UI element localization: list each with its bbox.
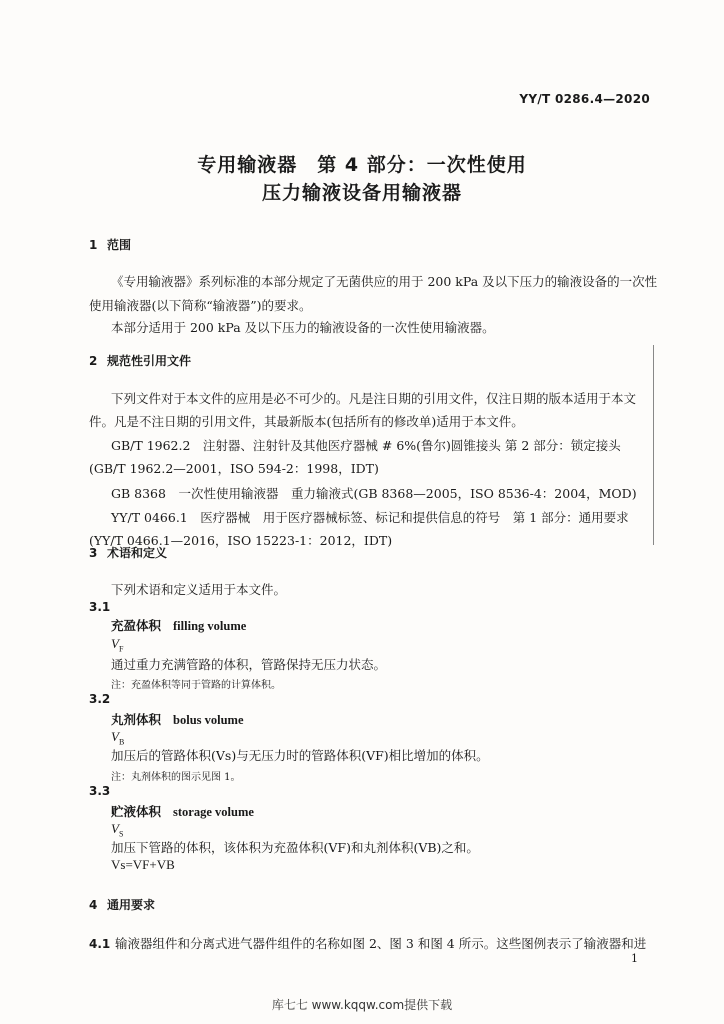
reference-gb-t-1962-2-line1: GB/T 1962.2 注射器、注射针及其他医疗器械 # 6%(鲁尔)圆锥接头 第 2 部分：锁定接头 [111,438,621,453]
term-3-3-symbol: $V_S$ [111,821,124,839]
section-3-intro: 下列术语和定义适用于本文件。 [111,582,287,597]
section-1-para1-line2: 使用输液器(以下简称“输液器”)的要求。 [89,298,312,313]
page-number: 1 [631,952,638,965]
scan-artifact-line [653,345,654,545]
document-title-line1: 专用输液器 第 4 部分：一次性使用 [197,154,527,176]
standard-code: YY/T 0286.4—2020 [519,92,650,106]
reference-gb-8368: GB 8368 一次性使用输液器 重力输液式(GB 8368—2005，ISO 8536-4：2004，MOD) [111,486,637,501]
term-3-3-number: 3.3 [89,784,111,798]
section-1-para1-line1: 《专用输液器》系列标准的本部分规定了无菌供应的用于 200 kPa 及以下压力的输液设备的一次性 [111,274,658,289]
term-3-3-definition: 加压下管路的体积，该体积为充盈体积(VF)和丸剂体积(VB)之和。 [111,840,479,855]
term-3-2-symbol: $V_B$ [111,729,125,747]
term-3-1: 充盈体积 filling volume [111,618,247,633]
section-1-heading: 1 范围 [89,238,132,252]
term-3-3-formula: Vs=VF+VB [111,857,175,872]
download-footer-watermark: 库七七 www.kqqw.com提供下载 [271,998,453,1012]
document-title-line2: 压力输液设备用输液器 [261,182,462,204]
section-3-heading: 3 术语和定义 [89,546,168,560]
section-2-para1-line2: 件。凡是不注日期的引用文件，其最新版本(包括所有的修改单)适用于本文件。 [89,414,524,429]
reference-yy-t-0466-1-line1: YY/T 0466.1 医疗器械 用于医疗器械标签、标记和提供信息的符号 第 1 部分：通用要求 [111,510,629,525]
term-3-1-note: 注：充盈体积等同于管路的计算体积。 [111,680,281,691]
term-3-2: 丸剂体积 bolus volume [111,712,244,727]
term-3-2-definition: 加压后的管路体积(Vs)与无压力时的管路体积(VF)相比增加的体积。 [111,748,489,763]
term-3-3: 贮液体积 storage volume [111,804,254,819]
reference-yy-t-0466-1-line2: (YY/T 0466.1—2016，ISO 15223-1：2012，IDT) [89,533,393,548]
term-3-2-number: 3.2 [89,692,111,706]
section-1-para2: 本部分适用于 200 kPa 及以下压力的输液设备的一次性使用输液器。 [111,320,495,335]
clause-4-1: 4.1 输液器组件和分离式进气器件组件的名称如图 2、图 3 和图 4 所示。这些图例表示了输液器和进 [89,936,647,951]
term-3-1-definition: 通过重力充满管路的体积，管路保持无压力状态。 [111,657,387,672]
section-2-heading: 2 规范性引用文件 [89,354,192,368]
term-3-1-symbol: $V_F$ [111,636,124,654]
section-4-heading: 4 通用要求 [89,898,156,912]
term-3-1-number: 3.1 [89,600,111,614]
term-3-2-note: 注：丸剂体积的图示见图 1。 [111,772,241,783]
section-2-para1-line1: 下列文件对于本文件的应用是必不可少的。凡是注日期的引用文件，仅注日期的版本适用于本文 [111,391,637,406]
reference-gb-t-1962-2-line2: (GB/T 1962.2—2001，ISO 594-2：1998，IDT) [89,461,379,476]
